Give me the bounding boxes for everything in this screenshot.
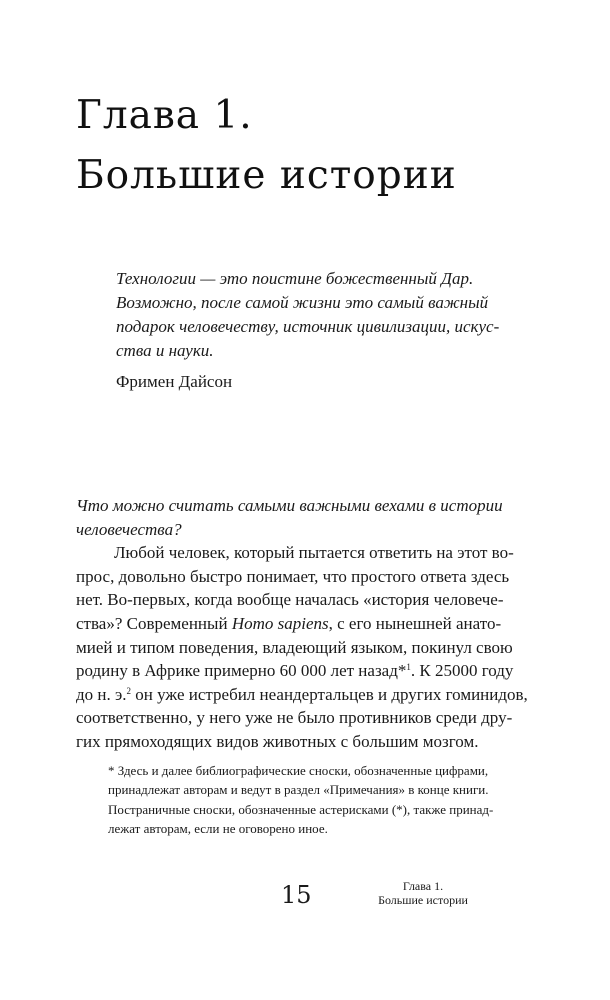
epigraph-quote <box>116 267 516 363</box>
lead-question <box>76 494 516 541</box>
text-segment: . К 25000 году <box>410 661 514 681</box>
footnote-line: Постраничные сноски, обозначенные астерисками (*), также принад- <box>108 801 494 817</box>
epigraph-line: подарок человечеству, источник цивилизации, искус- <box>116 317 500 336</box>
footnote-reference[interactable]: 2 <box>126 685 132 696</box>
chapter-number: Глава 1. <box>76 93 253 138</box>
text-segment: родину в Африке примерно 60 000 лет назад* <box>76 661 407 681</box>
paragraph-line <box>76 659 516 683</box>
text-segment: он уже истребил неандертальцев и других гоминидов, <box>131 684 528 704</box>
paragraph-line: мией и типом поведения, владеющий языком, покинул свою <box>76 637 513 657</box>
epigraph-line: Технологии — это поистине божественный Дар. <box>116 269 474 288</box>
main-paragraph <box>76 541 528 753</box>
text-segment: , с его нынешней анато- <box>328 613 502 633</box>
body-text <box>76 494 528 754</box>
paragraph-line <box>76 683 528 707</box>
running-head <box>378 879 468 907</box>
epigraph-line: Возможно, после самой жизни это самый важный <box>116 293 489 312</box>
chapter-title <box>76 86 457 206</box>
species-name: Homo sapiens <box>231 613 329 633</box>
running-head-line: Глава 1. <box>402 879 444 893</box>
paragraph-line: нет. Во-первых, когда вообще началась «история человече- <box>76 590 504 610</box>
footnote-line: * Здесь и далее библиографические сноски, обозначенные цифрами, <box>108 763 489 778</box>
paragraph-line: гих прямоходящих видов животных с большим мозгом. <box>76 731 479 751</box>
question-line: человечества? <box>76 519 182 539</box>
epigraph-line: ства и науки. <box>116 341 214 360</box>
page-number: 15 <box>281 881 312 909</box>
footnote-line: лежат авторам, если не оговорено иное. <box>108 820 328 836</box>
footnote <box>108 761 520 838</box>
question-line: Что можно считать самыми важными вехами в истории <box>76 496 503 515</box>
paragraph-line: прос, довольно быстро понимает, что простого ответа здесь <box>76 566 510 586</box>
paragraph-line: соответственно, у него уже не было противников среди дру- <box>76 708 513 728</box>
footnote-line: принадлежат авторам и ведут в раздел «Примечания» в конце книги. <box>108 782 489 798</box>
paragraph-line <box>76 612 516 636</box>
epigraph <box>116 267 516 394</box>
running-head-line: Большие истории <box>378 893 468 907</box>
paragraph-line: Любой человек, который пытается ответить на этот во- <box>114 543 514 563</box>
text-segment: ства»? Современный <box>76 613 232 633</box>
text-segment: до н. э. <box>76 684 127 704</box>
epigraph-author: Фримен Дайсон <box>116 372 233 391</box>
footnote-reference[interactable]: 1 <box>406 662 411 673</box>
chapter-name: Большие истории <box>76 153 457 198</box>
